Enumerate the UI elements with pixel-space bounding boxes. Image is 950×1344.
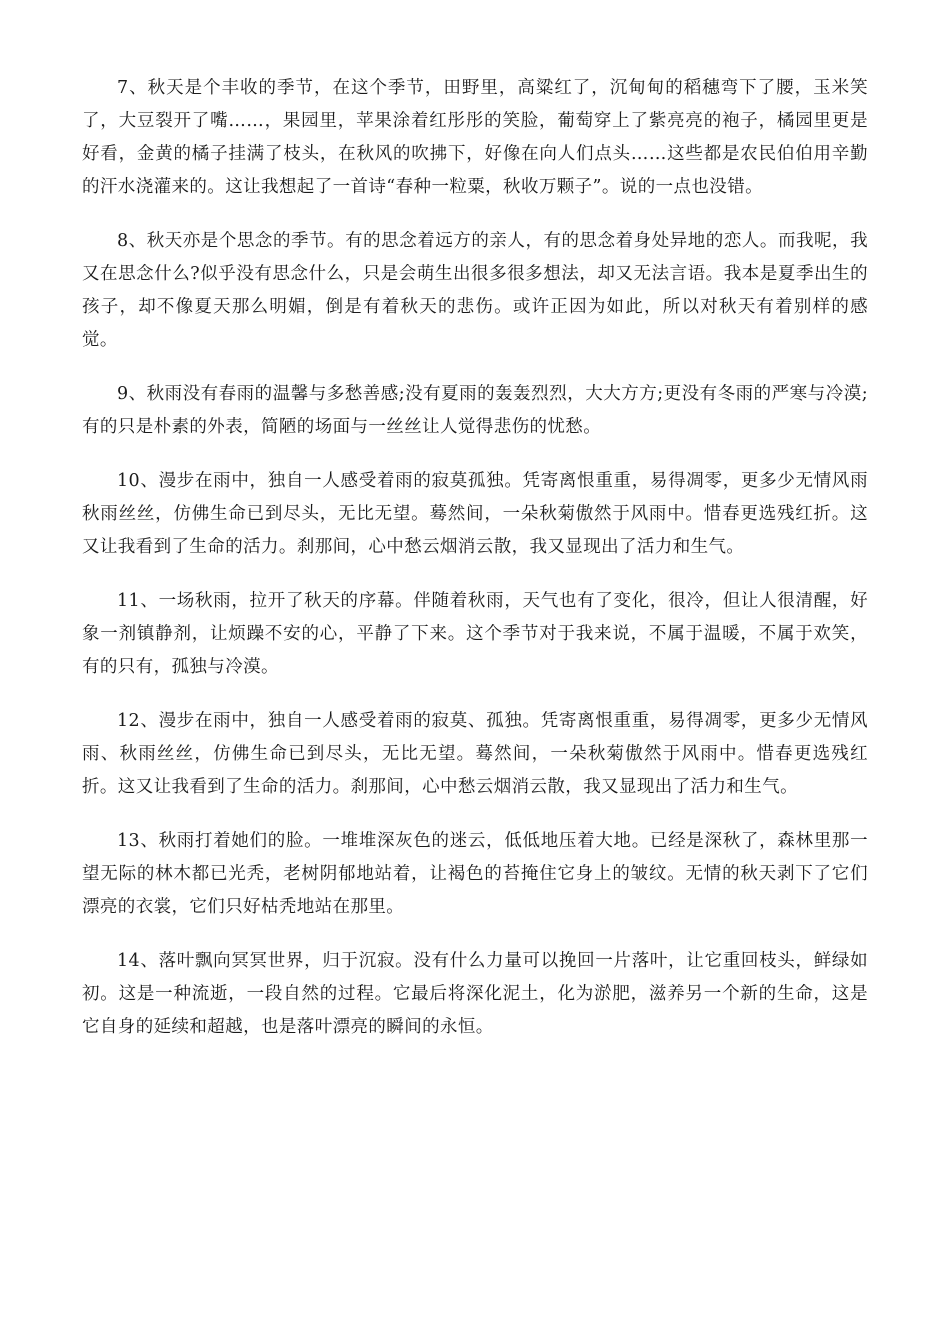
paragraph-9: 9、秋雨没有春雨的温馨与多愁善感;没有夏雨的轰轰烈烈，大大方方;更没有冬雨的严寒与冷漠;有的只是朴素的外表，简陋的场面与一丝丝让人觉得悲伤的忧愁。 [82,384,868,437]
paragraph-13: 13、秋雨打着她们的脸。一堆堆深灰色的迷云，低低地压着大地。已经是深秋了，森林里那一望无际的林木都已光秃，老树阴郁地站着，让褐色的苔掩住它身上的皱纹。无情的秋天剥下了它们漂亮的衣裳，它们只好枯秃地站在那里。 [82,831,868,917]
document-page [82,72,868,1065]
paragraph-14: 14、落叶飘向冥冥世界，归于沉寂。没有什么力量可以挽回一片落叶，让它重回枝头，鲜绿如初。这是一种流逝，一段自然的过程。它最后将深化泥土，化为淤肥，滋养另一个新的生命，这是它自身的延续和超越，也是落叶漂亮的瞬间的永恒。 [82,951,868,1037]
paragraph-11: 11、一场秋雨，拉开了秋天的序幕。伴随着秋雨，天气也有了变化，很冷，但让人很清醒，好象一剂镇静剂，让烦躁不安的心，平静了下来。这个季节对于我来说，不属于温暖，不属于欢笑，有的只有，孤独与冷漠。 [82,591,868,677]
paragraph-10: 10、漫步在雨中，独自一人感受着雨的寂莫孤独。凭寄离恨重重，易得凋零，更多少无情风雨秋雨丝丝，仿佛生命已到尽头，无比无望。蓦然间，一朵秋菊傲然于风雨中。惜春更选残红折。这又让我看到了生命的活力。刹那间，心中愁云烟消云散，我又显现出了活力和生气。 [82,471,868,557]
paragraph-12: 12、漫步在雨中，独自一人感受着雨的寂莫、孤独。凭寄离恨重重，易得凋零，更多少无情风雨、秋雨丝丝，仿佛生命已到尽头，无比无望。蓦然间，一朵秋菊傲然于风雨中。惜春更选残红折。这又让我看到了生命的活力。刹那间，心中愁云烟消云散，我又显现出了活力和生气。 [82,711,868,797]
paragraph-8: 8、秋天亦是个思念的季节。有的思念着远方的亲人，有的思念着身处异地的恋人。而我呢，我又在思念什么?似乎没有思念什么，只是会萌生出很多很多想法，却又无法言语。我本是夏季出生的孩子，却不像夏天那么明媚，倒是有着秋天的悲伤。或许正因为如此，所以对秋天有着别样的感觉。 [82,231,868,350]
paragraph-7: 7、秋天是个丰收的季节，在这个季节，田野里，高粱红了，沉甸甸的稻穗弯下了腰，玉米笑了，大豆裂开了嘴……，果园里，苹果涂着红彤彤的笑脸，葡萄穿上了紫亮亮的袍子，橘园里更是好看，金黄的橘子挂满了枝头，在秋风的吹拂下，好像在向人们点头……这些都是农民伯伯用辛勤的汗水浇灌来的。这让我想起了一首诗“春种一粒粟，秋收万颗子”。说的一点也没错。 [82,78,868,197]
